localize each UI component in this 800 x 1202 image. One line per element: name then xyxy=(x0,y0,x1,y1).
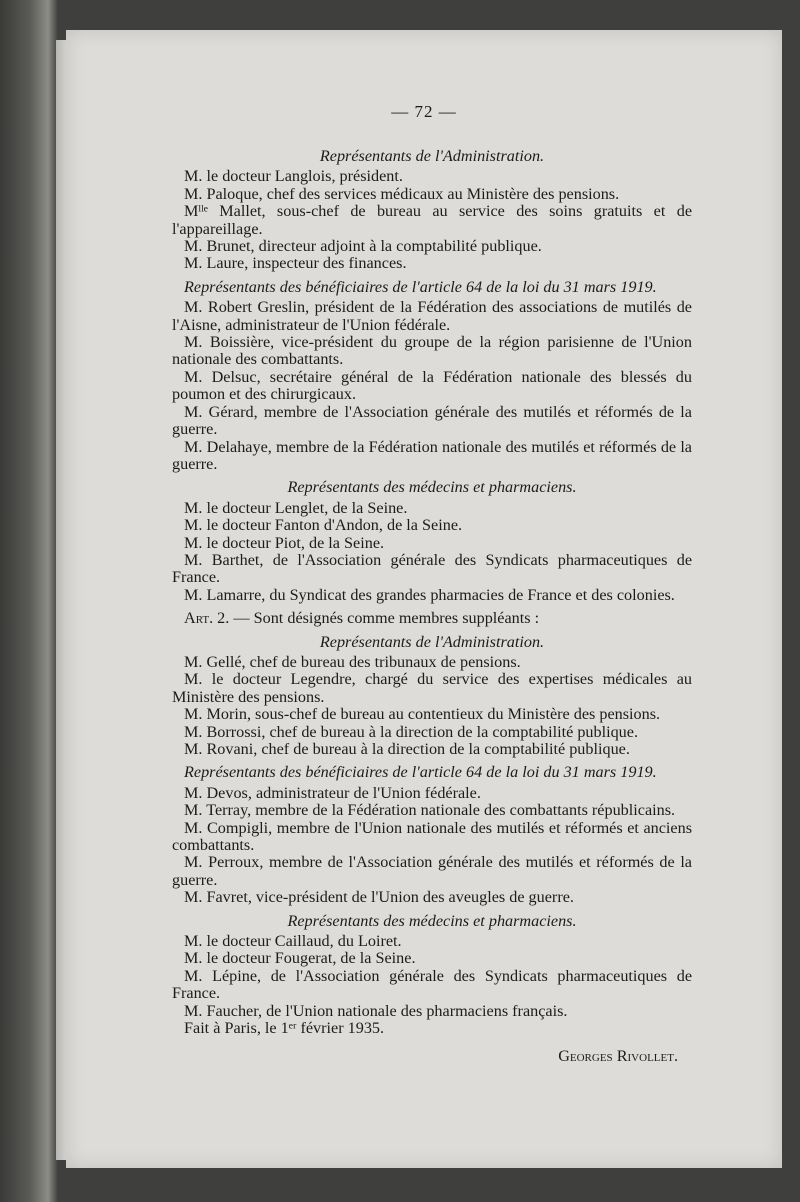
member-entry: M. Compigli, membre de l'Union nationale des mutilés et réformés et anciens combattants. xyxy=(172,818,692,855)
signature: Georges Rivollet. xyxy=(558,1046,678,1065)
member-entry: M. le docteur Langlois, président. xyxy=(184,167,403,186)
member-entry: M. Delahaye, membre de la Fédération nationale des mutilés et réformés de la guerre. xyxy=(172,437,692,473)
member-entry: M. Terray, membre de la Fédération nationale des combattants républicains. xyxy=(184,801,676,820)
document-body xyxy=(172,142,692,1065)
member-entry: M. Rovani, chef de bureau à la direction de la comptabilité publique. xyxy=(184,740,630,758)
member-entry: M. Favret, vice-président de l'Union des aveugles de guerre. xyxy=(184,888,574,907)
member-entry: M. le docteur Piot, de la Seine. xyxy=(184,533,385,552)
member-entry: M. Faucher, de l'Union nationale des pharmaciens français. xyxy=(184,1001,568,1020)
closing-line: Fait à Paris, le 1ᵉʳ février 1935. xyxy=(184,1019,385,1038)
member-entry: M. Gérard, membre de l'Association générale des mutilés et réformés de la guerre. xyxy=(172,402,692,439)
section-heading: Représentants de l'Administration. xyxy=(319,632,545,651)
member-entry: M. Brunet, directeur adjoint à la comptabilité publique. xyxy=(184,237,542,256)
page-number: — 72 — xyxy=(391,102,457,121)
member-entry: M. Lépine, de l'Association générale des Syndicats pharmaceutiques de France. xyxy=(172,966,692,1003)
member-entry: M. le docteur Legendre, chargé du service des expertises médicales au Ministère des pensions. xyxy=(172,670,692,706)
member-entry: M. Borrossi, chef de bureau à la direction de la comptabilité publique. xyxy=(184,722,639,741)
member-entry: M. le docteur Fanton d'Andon, de la Seine. xyxy=(184,516,463,535)
member-entry: M. Laure, inspecteur des finances. xyxy=(184,254,407,273)
article-paragraph xyxy=(172,610,692,627)
member-entry: M. Morin, sous-chef de bureau au contentieux du Ministère des pensions. xyxy=(184,705,661,724)
member-entry: M. Robert Greslin, président de la Fédération des associations de mutilés de l'Aisne, administrateur de l'Union fédérale. xyxy=(172,298,692,334)
member-entry: M. le docteur Fougerat, de la Seine. xyxy=(184,949,416,968)
member-entry: M. Boissière, vice-président du groupe de la région parisienne de l'Union nationale des combattants. xyxy=(172,333,692,369)
member-entry: M. Perroux, membre de l'Association générale des mutilés et réformés de la guerre. xyxy=(172,853,692,889)
member-entry: M. Paloque, chef des services médicaux au Ministère des pensions. xyxy=(184,184,620,203)
article-text: — Sont désignés comme membres suppléants : xyxy=(229,609,540,628)
member-entry: M. Devos, administrateur de l'Union fédérale. xyxy=(184,783,481,802)
section-heading: Représentants de l'Administration. xyxy=(319,147,545,165)
section-heading: Représentants des bénéficiaires de l'article 64 de la loi du 31 mars 1919. xyxy=(184,277,657,296)
member-entry: M. le docteur Caillaud, du Loiret. xyxy=(184,932,402,951)
member-entry: M. Barthet, de l'Association générale des Syndicats pharmaceutiques de France. xyxy=(172,550,692,587)
member-entry: M. Gellé, chef de bureau des tribunaux de pensions. xyxy=(184,652,521,671)
section-heading: Représentants des médecins et pharmaciens. xyxy=(287,478,577,497)
document-page xyxy=(66,30,782,1168)
section-heading: Représentants des bénéficiaires de l'article 64 de la loi du 31 mars 1919. xyxy=(184,763,657,782)
member-entry: M. le docteur Lenglet, de la Seine. xyxy=(184,498,408,517)
member-entry: M. Delsuc, secrétaire général de la Fédération nationale des blessés du poumon et des chirurgicaux. xyxy=(172,367,692,404)
member-entry: Mˡˡᵉ Mallet, sous-chef de bureau au service des soins gratuits et de l'appareillage. xyxy=(172,202,692,238)
member-entry: M. Lamarre, du Syndicat des grandes pharmacies de France et des colonies. xyxy=(184,585,675,604)
section-heading: Représentants des médecins et pharmaciens. xyxy=(287,911,577,930)
article-label: Art. 2. xyxy=(184,609,230,628)
